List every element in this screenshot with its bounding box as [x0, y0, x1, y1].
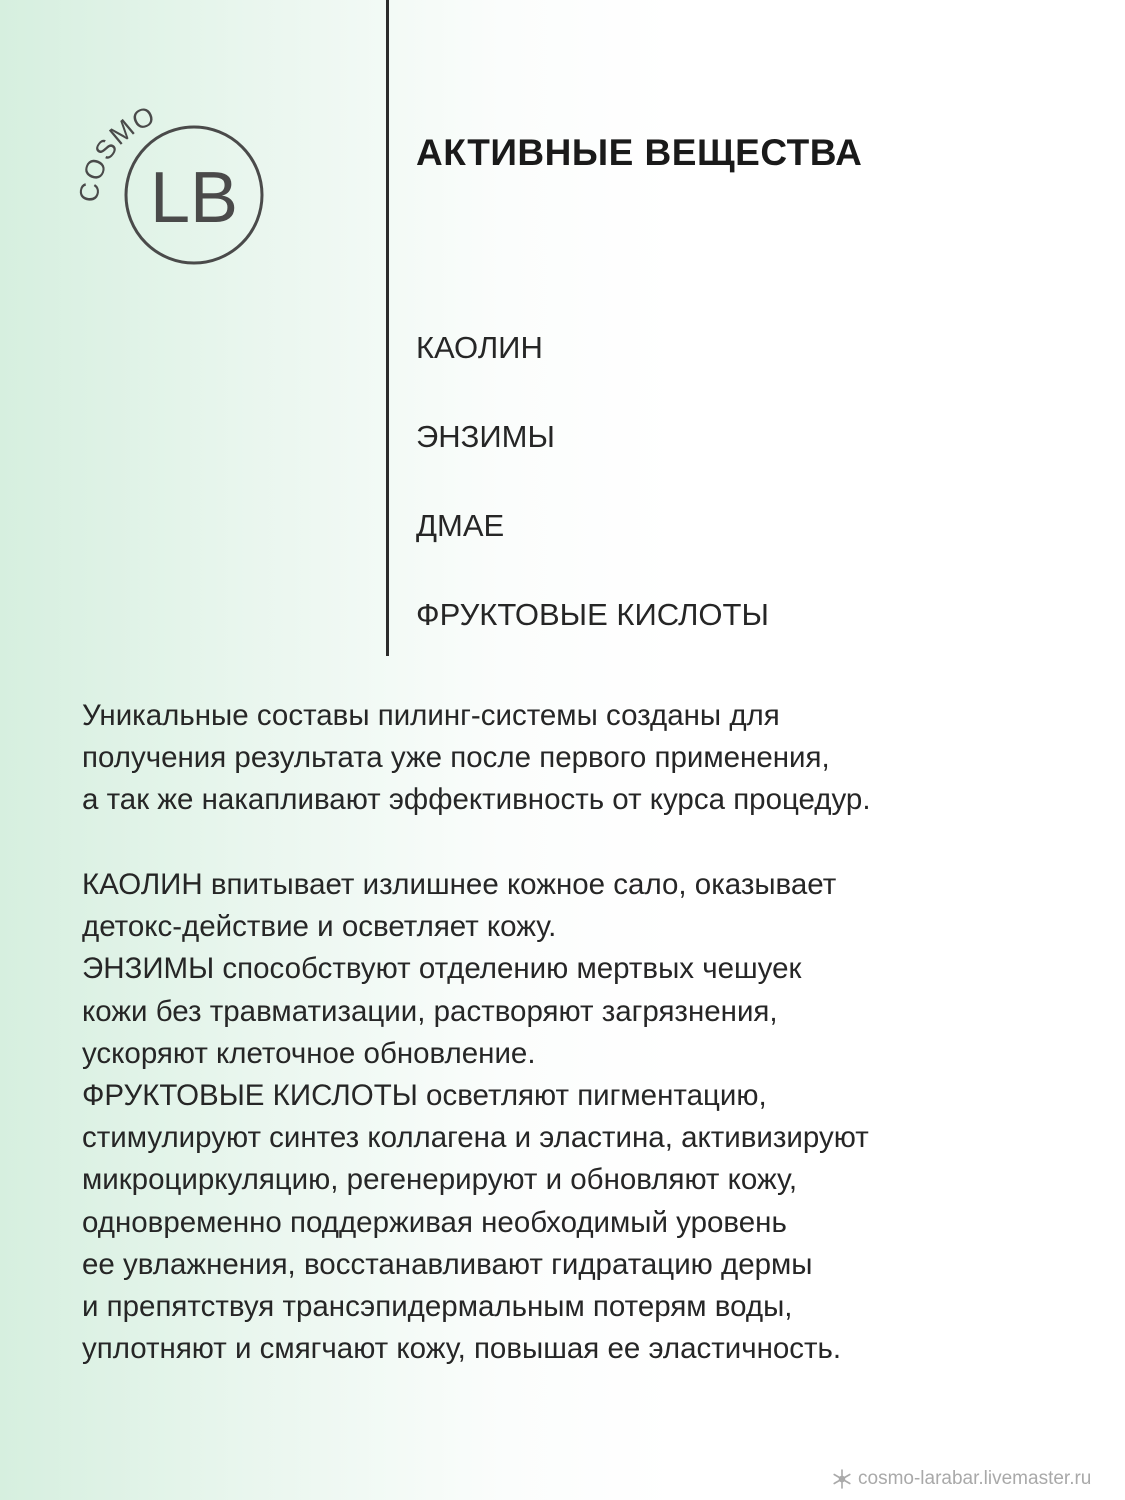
intro-paragraph — [82, 695, 871, 822]
logo-cosmo-text: COSMO — [73, 100, 160, 204]
text-line: получения результата уже после первого применения, — [82, 741, 830, 775]
brand-logo — [70, 70, 270, 270]
details-paragraph — [82, 864, 869, 1370]
text-line: микроциркуляцию, регенерируют и обновляют кожу, — [82, 1163, 798, 1197]
text-line: ФРУКТОВЫЕ КИСЛОТЫ осветляют пигментацию, — [82, 1079, 767, 1113]
watermark — [832, 1468, 1091, 1490]
text-line: ее увлажнения, восстанавливают гидратацию дермы — [82, 1247, 813, 1281]
text-line: кожи без травматизации, растворяют загрязнения, — [82, 994, 778, 1028]
text-line: стимулируют синтез коллагена и эластина, активизируют — [82, 1121, 869, 1155]
text-line: одновременно поддерживая необходимый уровень — [82, 1205, 787, 1239]
logo-lb-text: LB — [149, 158, 239, 238]
list-item: ДМАЕ — [416, 508, 505, 543]
text-line: а так же накапливают эффективность от курса процедур. — [82, 783, 871, 817]
list-item: КАОЛИН — [416, 330, 543, 365]
vertical-divider — [386, 0, 389, 656]
text-line: ускоряют клеточное обновление. — [82, 1036, 536, 1070]
text-line: ЭНЗИМЫ способствуют отделению мертвых чешуек — [82, 952, 802, 986]
text-line: и препятствуя трансэпидермальным потерям воды, — [82, 1290, 793, 1324]
snowflake-icon — [832, 1469, 852, 1489]
watermark-text: cosmo-larabar.livemaster.ru — [858, 1468, 1092, 1489]
text-line: Уникальные составы пилинг-системы созданы для — [82, 699, 780, 732]
text-line: уплотняют и смягчают кожу, повышая ее эластичность. — [82, 1332, 842, 1366]
page-title: АКТИВНЫЕ ВЕЩЕСТВА — [416, 132, 863, 173]
list-item: ФРУКТОВЫЕ КИСЛОТЫ — [416, 597, 769, 632]
text-line: КАОЛИН впитывает излишнее кожное сало, оказывает — [82, 868, 837, 901]
list-item: ЭНЗИМЫ — [416, 419, 555, 454]
ingredients-list — [416, 330, 769, 686]
text-line: детокс-действие и осветляет кожу. — [82, 910, 557, 944]
svg-text:COSMO — [74, 100, 160, 204]
